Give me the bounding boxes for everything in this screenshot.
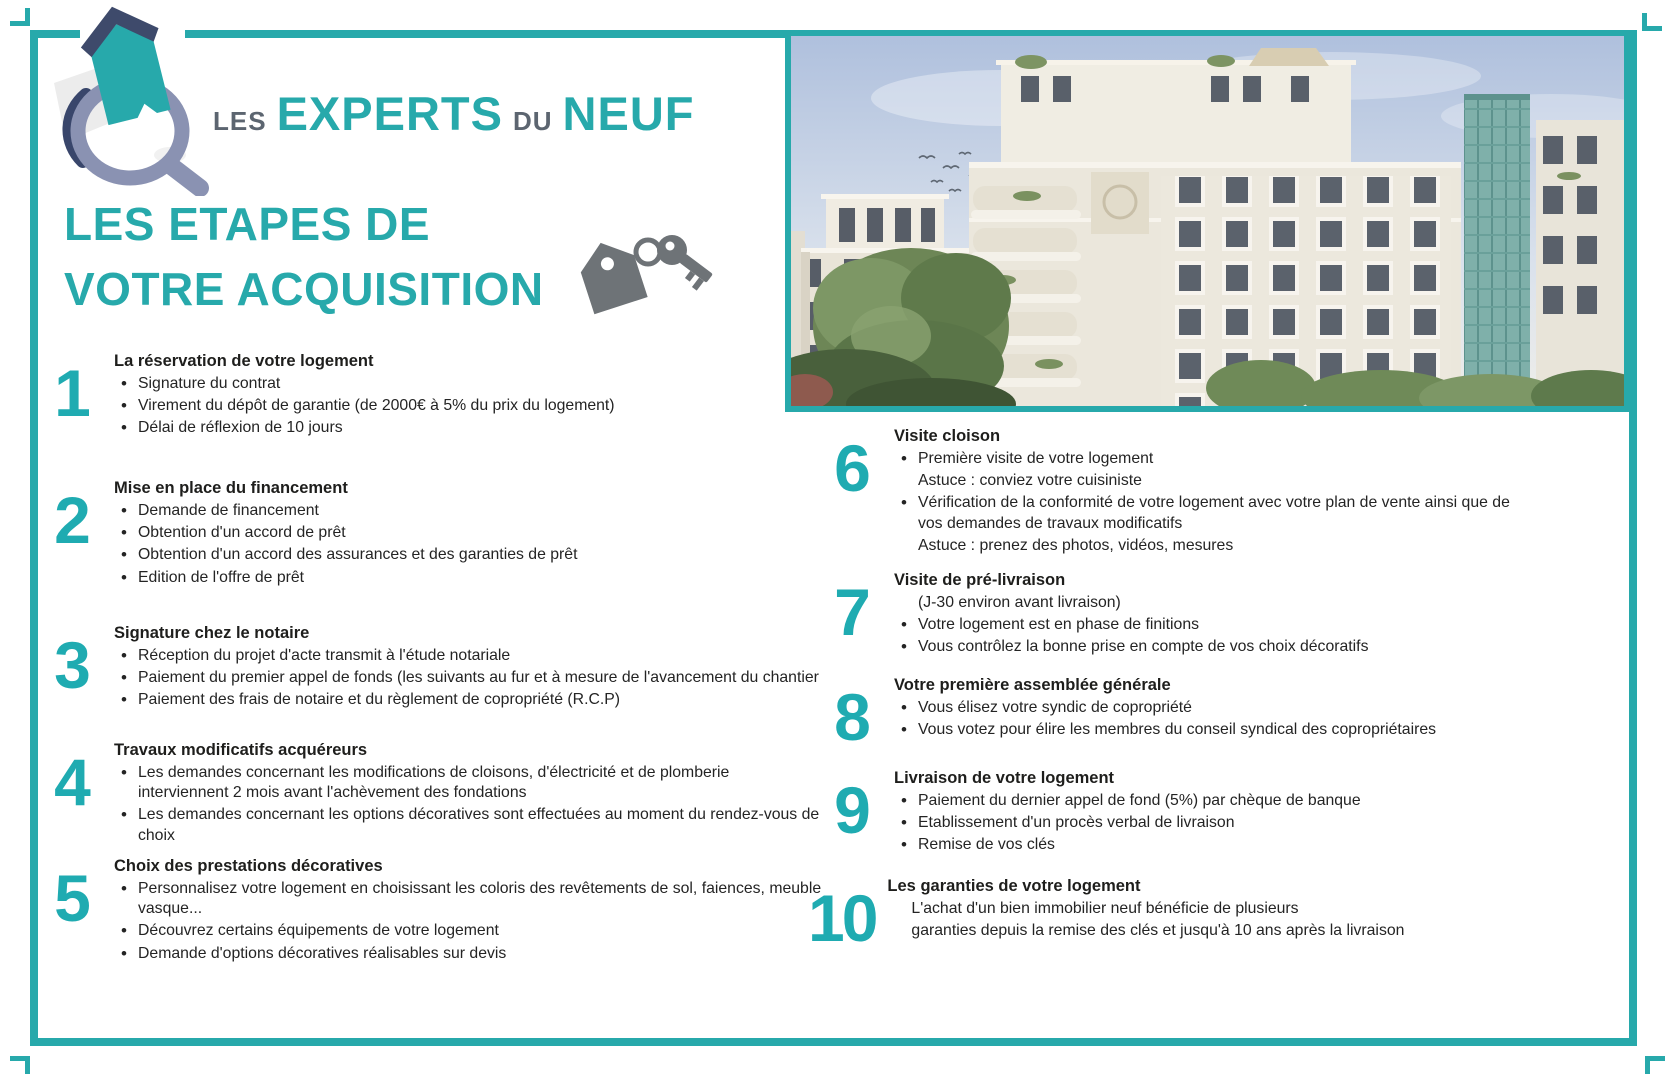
- step-number: 7: [834, 575, 870, 649]
- step-2: [42, 479, 822, 590]
- step-10: [808, 877, 1528, 955]
- step-bullet-item: • Paiement des frais de notaire et du règlement de copropriété (R.C.P): [114, 690, 834, 710]
- step-bullet-item: • Vous contrôlez la bonne prise en compte de vos choix décoratifs: [894, 637, 1528, 657]
- step-note-item: L'achat d'un bien immobilier neuf bénéficie de plusieurs: [911, 900, 1299, 917]
- step-items: [114, 374, 822, 439]
- step-items: [894, 449, 1528, 556]
- step-items: [114, 879, 822, 964]
- step-bullet-item: • Personnalisez votre logement en choisissant les coloris des revêtements de sol, faiences, meuble vasque...: [114, 879, 822, 919]
- step-number: 2: [54, 483, 90, 557]
- step-bullet-item: • Demande d'options décoratives réalisables sur devis: [114, 944, 822, 964]
- step-note-item: garanties depuis la remise des clés et jusqu'à 10 ans après la livraison: [911, 922, 1405, 940]
- step-bullet-item: • Paiement du dernier appel de fond (5%) par chèque de banque: [894, 791, 1528, 811]
- step-8: [822, 676, 1528, 754]
- page-title: [64, 192, 544, 323]
- step-bullet-item: • Découvrez certains équipements de votre logement: [114, 921, 822, 941]
- step-items: [894, 593, 1528, 658]
- step-bullet-item: • Signature du contrat: [114, 374, 822, 394]
- step-items: [887, 899, 1528, 941]
- step-number: 1: [54, 356, 90, 430]
- step-bullet-item: • Les demandes concernant les options décoratives sont effectuées au moment du rendez-vous de choix: [114, 805, 822, 845]
- step-items: [114, 646, 834, 711]
- step-bullet-item: • Virement du dépôt de garantie (de 2000€ à 5% du prix du logement): [114, 396, 822, 416]
- brand-experts: EXPERTS: [276, 87, 503, 140]
- step-bullet-item: • Les demandes concernant les modifications de cloisons, d'électricité et de plomberie interviennent 2 mois avant l'achèvement des fondations: [114, 763, 822, 803]
- step-number: 5: [54, 861, 90, 935]
- brand-wordmark: [213, 86, 695, 141]
- step-bullet-item: • Vous élisez votre syndic de copropriété: [894, 698, 1528, 718]
- brand-du: DU: [512, 106, 553, 136]
- step-title: Choix des prestations décoratives: [114, 857, 383, 875]
- step-title: Travaux modificatifs acquéreurs: [114, 741, 368, 759]
- step-bullet-item: • Demande de financement: [114, 501, 822, 521]
- step-items: [114, 763, 822, 846]
- step-7: [822, 571, 1528, 660]
- step-title: Votre première assemblée générale: [894, 676, 1171, 694]
- step-title: Livraison de votre logement: [894, 769, 1115, 787]
- step-6: [822, 427, 1528, 558]
- step-9: [822, 769, 1528, 858]
- step-bullet-item: • Votre logement est en phase de finitions: [894, 615, 1528, 635]
- step-bullet-item: • Vous votez pour élire les membres du conseil syndical des copropriétaires: [894, 720, 1528, 740]
- step-number: 6: [834, 431, 870, 505]
- page-title-line1: LES ETAPES DE: [64, 198, 431, 250]
- step-title: Visite de pré-livraison: [894, 571, 1066, 589]
- step-bullet-item: • Etablissement d'un procès verbal de livraison: [894, 813, 1528, 833]
- step-number: 9: [834, 773, 870, 847]
- step-5: [42, 857, 822, 966]
- step-bullet-item: • Paiement du premier appel de fonds (les suivants au fur et à mesure de l'avancement du chantier: [114, 668, 834, 688]
- page-title-line2: VOTRE ACQUISITION: [64, 263, 544, 316]
- step-note-item: (J-30 environ avant livraison): [918, 594, 1121, 611]
- step-items: [894, 791, 1528, 856]
- step-3: [42, 624, 834, 713]
- step-note-item: Astuce : conviez votre cuisiniste: [918, 472, 1142, 490]
- step-title: La réservation de votre logement: [114, 352, 374, 370]
- step-title: Les garanties de votre logement: [887, 877, 1141, 895]
- step-bullet-item: • Vérification de la conformité de votre logement avec votre plan de vente ainsi que de vos demandes de travaux modificatifs: [894, 493, 1528, 533]
- step-bullet-item: • Première visite de votre logement: [894, 449, 1528, 469]
- step-number: 3: [54, 628, 90, 702]
- step-title: Signature chez le notaire: [114, 624, 310, 642]
- step-number: 10: [808, 881, 876, 955]
- house-keys-icon: [570, 224, 718, 320]
- brand-les: LES: [213, 106, 267, 136]
- step-bullet-item: • Obtention d'un accord des assurances et des garanties de prêt: [114, 545, 822, 565]
- step-1: [42, 352, 822, 441]
- step-number: 8: [834, 680, 870, 754]
- step-items: [114, 501, 822, 588]
- step-title: Mise en place du financement: [114, 479, 348, 497]
- step-title: Visite cloison: [894, 427, 1001, 445]
- brand-neuf: NEUF: [562, 87, 695, 140]
- step-bullet-item: • Réception du projet d'acte transmit à l'étude notariale: [114, 646, 834, 666]
- step-bullet-item: • Délai de réflexion de 10 jours: [114, 418, 822, 438]
- step-bullet-item: • Obtention d'un accord de prêt: [114, 523, 822, 543]
- step-4: [42, 741, 822, 848]
- step-bullet-item: • Remise de vos clés: [894, 835, 1528, 855]
- step-items: [894, 698, 1528, 740]
- step-note-item: Astuce : prenez des photos, vidéos, mesures: [918, 536, 1234, 554]
- step-bullet-item: • Edition de l'offre de prêt: [114, 568, 822, 588]
- step-number: 4: [54, 745, 90, 819]
